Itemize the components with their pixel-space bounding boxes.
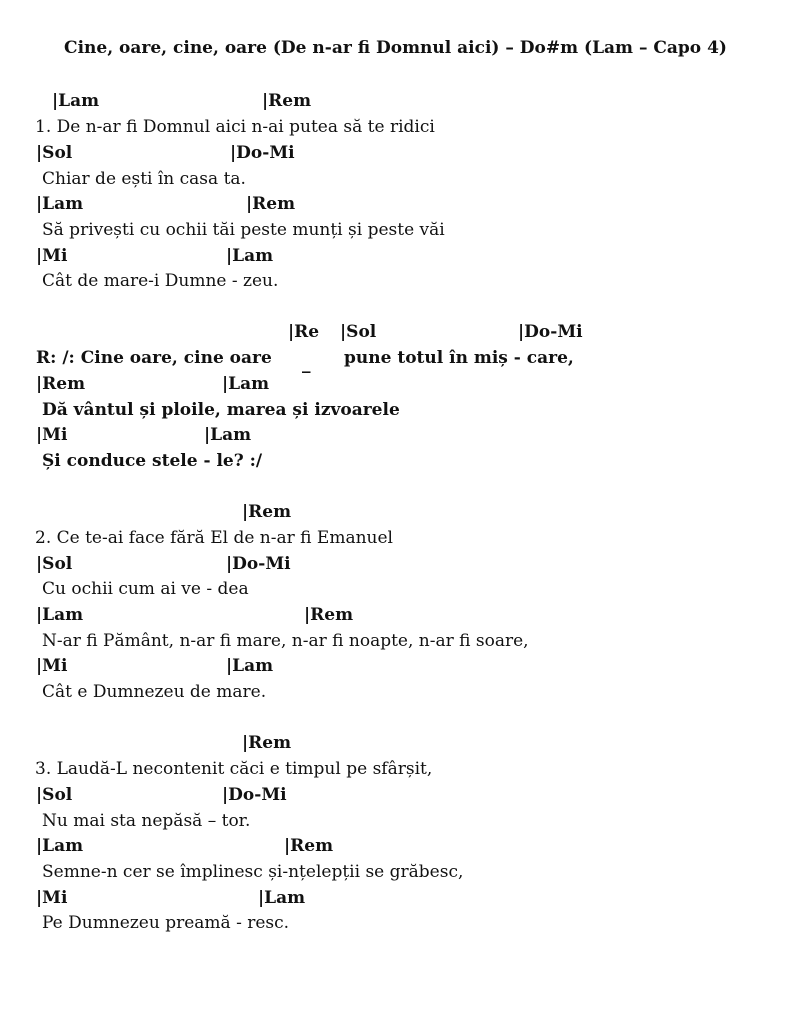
lyric-line: Și conduce stele - le? :/ [42,451,263,471]
chord: |Lam [222,374,270,394]
chord: |Do-Mi [518,322,583,342]
chord: |Lam [52,91,100,111]
lyric-line: Să privești cu ochii tăi peste munți și peste văi [42,220,445,240]
lyric-line: 3. Laudă-L necontenit căci e timpul pe sfârșit, [35,759,433,779]
chord: |Lam [226,246,274,266]
chord: |Lam [36,605,84,625]
chord: |Mi [36,888,68,908]
lyric-line: Cât de mare-i Dumne - zeu. [42,271,279,291]
lyric-line: Semne-n cer se împlinesc și-nțelepții se grăbesc, [42,862,464,882]
song-title: Cine, oare, cine, oare (De n-ar fi Domnul aici) – Do#m (Lam – Capo 4) [64,38,727,58]
lyric-line: R: /: Cine oare, cine oare [36,348,272,368]
chord: |Do-Mi [222,785,287,805]
lyric-line: N-ar fi Pământ, n-ar fi mare, n-ar fi noapte, n-ar fi soare, [42,631,529,651]
chord: |Lam [36,194,84,214]
chord: |Rem [246,194,296,214]
chord: |Do-Mi [230,143,295,163]
chord: |Lam [36,836,84,856]
chord: |Mi [36,425,68,445]
chord: |Rem [242,733,292,753]
chord: |Sol [340,322,377,342]
chord: |Mi [36,246,68,266]
chord: |Lam [258,888,306,908]
lyric-line: pune totul în miș - care, [344,348,574,368]
chord: |Rem [242,502,292,522]
chord: |Rem [284,836,334,856]
chord: |Rem [262,91,312,111]
chord: |Re [288,322,320,342]
lyric-line: Chiar de ești în casa ta. [42,169,246,189]
chord: |Do-Mi [226,554,291,574]
chord: |Lam [226,656,274,676]
lyric-line: _ [302,354,311,374]
lyric-line: Pe Dumnezeu preamă - resc. [42,913,290,933]
lyric-line: Dă vântul și ploile, marea și izvoarele [42,400,400,420]
lyric-line: Nu mai sta nepăsă – tor. [42,811,251,831]
chord: |Mi [36,656,68,676]
lyric-line: Cât e Dumnezeu de mare. [42,682,267,702]
chord: |Sol [36,785,73,805]
chord: |Sol [36,143,73,163]
chord: |Rem [36,374,86,394]
lyric-line: Cu ochii cum ai ve - dea [42,579,249,599]
lyric-line: 2. Ce te-ai face fără El de n-ar fi Emanuel [35,528,393,548]
chord: |Sol [36,554,73,574]
lyric-line: 1. De n-ar fi Domnul aici n-ai putea să te ridici [35,117,435,137]
chord: |Rem [304,605,354,625]
chord: |Lam [204,425,252,445]
